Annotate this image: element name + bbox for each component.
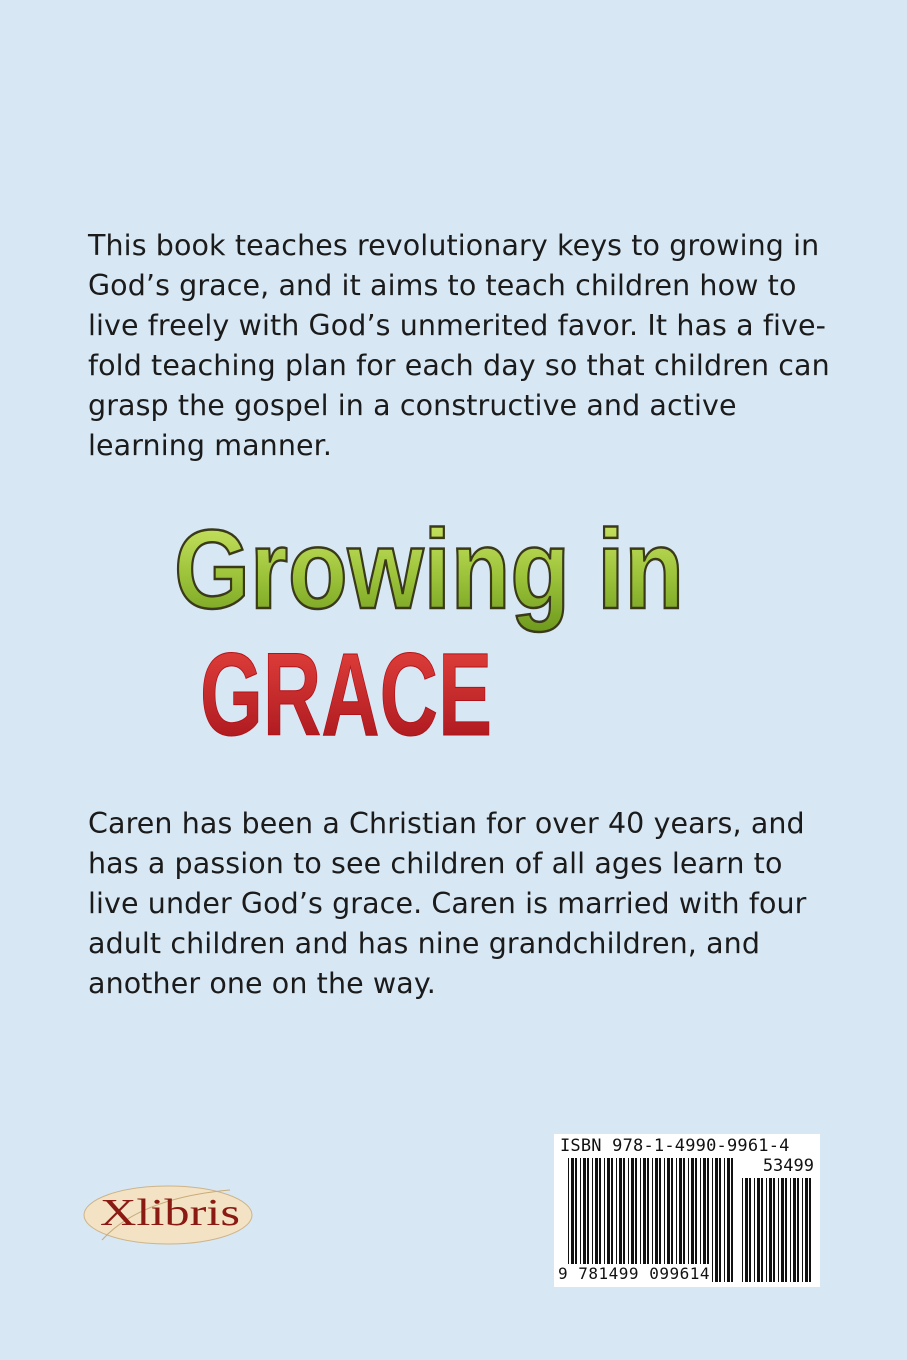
addon-barcode-bars	[740, 1178, 816, 1282]
isbn-barcode	[554, 1134, 820, 1287]
barcode-bar	[715, 1158, 718, 1282]
barcode-bar	[805, 1178, 808, 1282]
ean-digits: 9 781499 099614	[558, 1264, 710, 1283]
barcode-bar	[773, 1178, 775, 1282]
barcode-bar	[769, 1178, 772, 1282]
price-code: 53499	[762, 1156, 814, 1176]
author-bio: Caren has been a Christian for over 40 years, and has a passion to see children of all ages learn to live under God’s grace. Caren is married with four adult children and has nine grandchildren, and another one on the way.	[88, 807, 807, 1000]
barcode-bar	[724, 1158, 725, 1282]
publisher-name: Xlibris	[100, 1192, 240, 1234]
barcode-bar	[742, 1178, 743, 1282]
barcode-bar	[712, 1158, 713, 1282]
barcode-bar	[781, 1178, 784, 1282]
barcode-bar	[745, 1178, 748, 1282]
book-description: This book teaches revolutionary keys to growing in God’s grace, and it aims to teach children how to live freely with God’s unmerited favor. It has a five-fold teaching plan for each day so that children can grasp the gospel in a constructive and active learning manner.	[88, 229, 830, 462]
book-title-logo	[160, 500, 720, 760]
title-line-2: GRACE	[200, 629, 492, 760]
barcode-bar	[731, 1158, 733, 1282]
barcode-bar	[793, 1178, 796, 1282]
xlibris-logo	[80, 1178, 255, 1250]
barcode-bar	[761, 1178, 763, 1282]
barcode-bar	[719, 1158, 721, 1282]
barcode-bar	[802, 1178, 803, 1282]
barcode-bar	[757, 1178, 760, 1282]
barcode-bar	[797, 1178, 799, 1282]
title-line-1: Growing in	[174, 507, 684, 632]
barcode-bar	[749, 1178, 751, 1282]
barcode-bar	[778, 1178, 779, 1282]
barcode-bar	[766, 1178, 767, 1282]
barcode-bar	[809, 1178, 811, 1282]
barcode-bar	[785, 1178, 787, 1282]
isbn-label: ISBN 978-1-4990-9961-4	[560, 1136, 790, 1156]
barcode-bar	[727, 1158, 730, 1282]
barcode-bar	[790, 1178, 791, 1282]
barcode-bar	[754, 1178, 755, 1282]
